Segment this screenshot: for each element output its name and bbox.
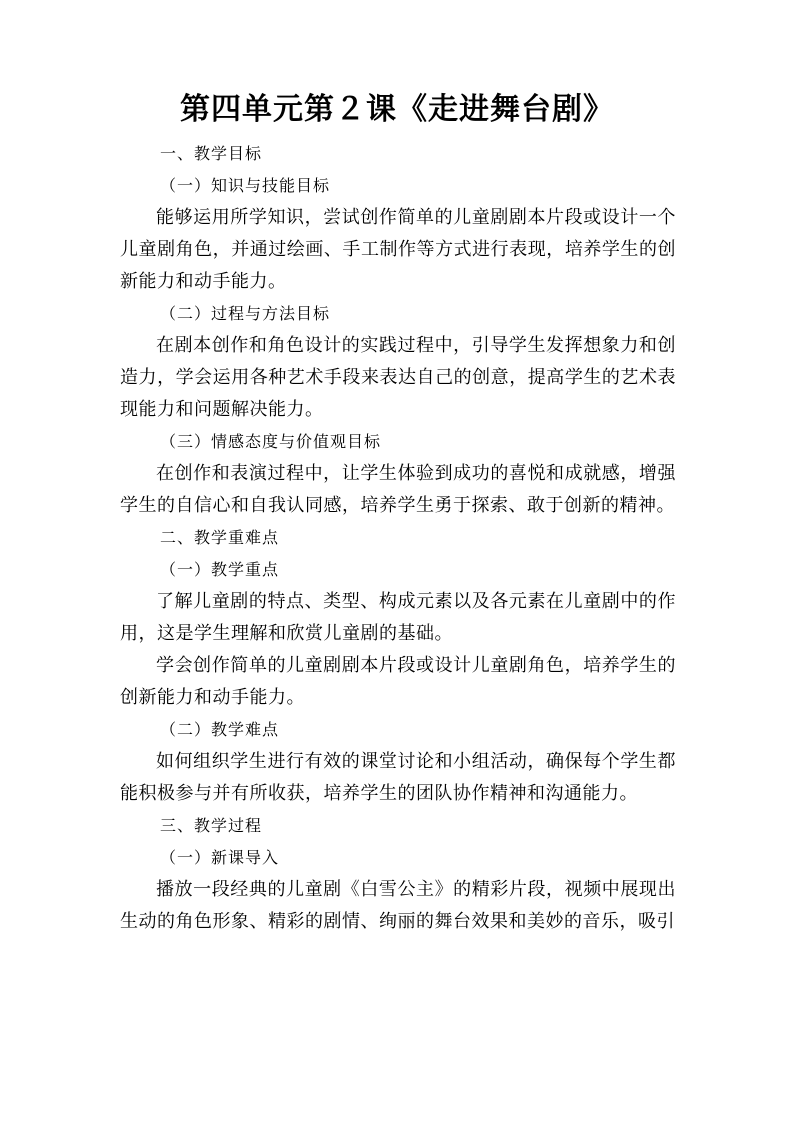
subsection-heading: （一）知识与技能目标 — [160, 176, 331, 195]
document-title: 第四单元第２课《走进舞台剧》 — [180, 92, 614, 127]
document-body — [120, 138, 676, 938]
subsection-heading: （三）情感态度与价值观目标 — [160, 432, 382, 451]
section-heading: 二、教学重难点 — [160, 528, 280, 547]
section-heading: 一、教学目标 — [160, 144, 263, 163]
paragraph: 播放一段经典的儿童剧《白雪公主》的精彩片段，视频中展现出生动的角色形象、精彩的剧情、绚丽的舞台效果和美妙的音乐，吸引 — [120, 879, 676, 932]
paragraph: 如何组织学生进行有效的课堂讨论和小组活动，确保每个学生都能积极参与并有所收获，培养学生的团队协作精神和沟通能力。 — [120, 751, 676, 804]
paragraph: 在剧本创作和角色设计的实践过程中，引导学生发挥想象力和创造力，学会运用各种艺术手段来表达自己的创意，提高学生的艺术表现能力和问题解决能力。 — [120, 335, 676, 420]
paragraph: 学会创作简单的儿童剧剧本片段或设计儿童剧角色，培养学生的创新能力和动手能力。 — [120, 655, 676, 708]
section-heading: 三、教学过程 — [160, 816, 263, 835]
subsection-heading: （一）教学重点 — [160, 560, 280, 579]
subsection-heading: （二）过程与方法目标 — [160, 304, 331, 323]
subsection-heading: （一）新课导入 — [160, 848, 280, 867]
subsection-heading: （二）教学难点 — [160, 720, 280, 739]
paragraph: 了解儿童剧的特点、类型、构成元素以及各元素在儿童剧中的作用，这是学生理解和欣赏儿童剧的基础。 — [120, 591, 676, 644]
paragraph: 能够运用所学知识，尝试创作简单的儿童剧剧本片段或设计一个儿童剧角色，并通过绘画、手工制作等方式进行表现，培养学生的创新能力和动手能力。 — [120, 207, 676, 292]
paragraph: 在创作和表演过程中，让学生体验到成功的喜悦和成就感，增强学生的自信心和自我认同感，培养学生勇于探索、敢于创新的精神。 — [120, 463, 676, 516]
